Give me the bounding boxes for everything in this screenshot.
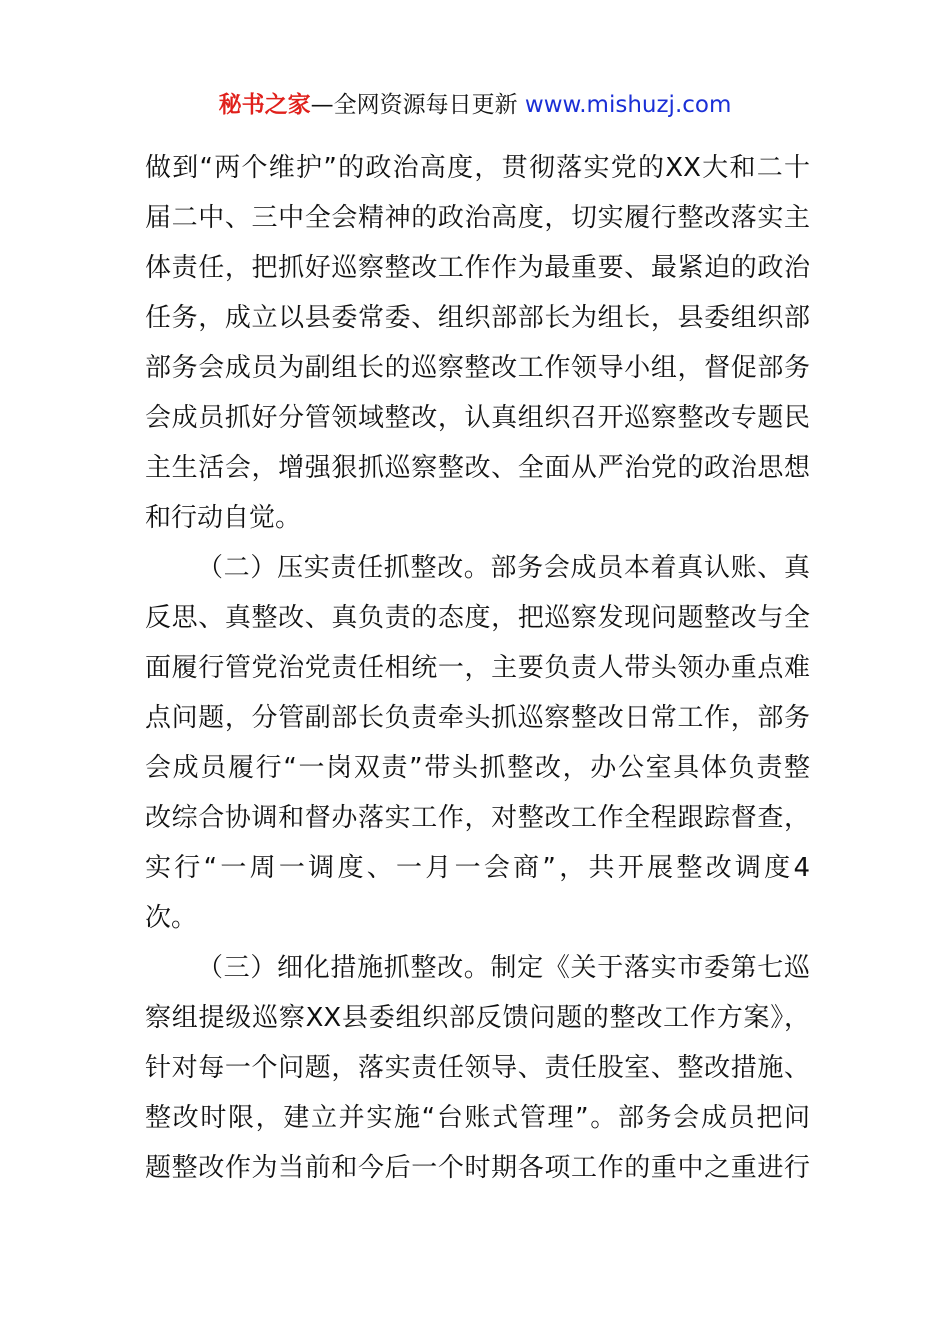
text-line: 反思、真整改、真负责的态度，把巡察发现问题整改与全 [145, 603, 810, 633]
text-line: 改综合协调和督办落实工作，对整改工作全程跟踪督查， [145, 803, 810, 833]
text-line: 做到“两个维护”的政治高度，贯彻落实党的XX大和二十 [145, 153, 810, 183]
text-line: 面履行管党治党责任相统一，主要负责人带头领办重点难 [145, 653, 810, 683]
text-line: 题整改作为当前和今后一个时期各项工作的重中之重进行 [145, 1153, 810, 1183]
text-line: 会成员抓好分管领域整改，认真组织召开巡察整改专题民 [145, 403, 810, 433]
site-tagline: —全网资源每日更新 [310, 92, 525, 118]
document-body [145, 143, 810, 1193]
paragraph [145, 543, 810, 943]
text-line: 整改时限，建立并实施“台账式管理”。部务会成员把问 [145, 1103, 810, 1133]
site-url[interactable]: www.mishuzj.com [524, 92, 732, 118]
text-line: 会成员履行“一岗双责”带头抓整改，办公室具体负责整 [145, 753, 810, 783]
text-line: 主生活会，增强狠抓巡察整改、全面从严治党的政治思想 [145, 453, 810, 483]
site-header [0, 88, 950, 122]
text-line: （三）细化措施抓整改。制定《关于落实市委第七巡 [197, 953, 810, 983]
text-line: 部务会成员为副组长的巡察整改工作领导小组，督促部务 [145, 353, 810, 383]
text-line: 体责任，把抓好巡察整改工作作为最重要、最紧迫的政治 [145, 253, 810, 283]
text-line: 实行“一周一调度、一月一会商”，共开展整改调度4 [145, 853, 810, 883]
text-line: （二）压实责任抓整改。部务会成员本着真认账、真 [197, 553, 810, 583]
paragraph [145, 943, 810, 1193]
text-line: 针对每一个问题，落实责任领导、责任股室、整改措施、 [145, 1053, 810, 1083]
text-line: 点问题，分管副部长负责牵头抓巡察整改日常工作，部务 [145, 703, 810, 733]
text-line: 和行动自觉。 [145, 503, 302, 533]
site-brand: 秘书之家 [218, 92, 311, 118]
text-line: 届二中、三中全会精神的政治高度，切实履行整改落实主 [145, 203, 810, 233]
text-line: 次。 [145, 903, 198, 933]
paragraph [145, 143, 810, 543]
text-line: 任务，成立以县委常委、组织部部长为组长，县委组织部 [145, 303, 810, 333]
text-line: 察组提级巡察XX县委组织部反馈问题的整改工作方案》， [145, 1003, 810, 1033]
